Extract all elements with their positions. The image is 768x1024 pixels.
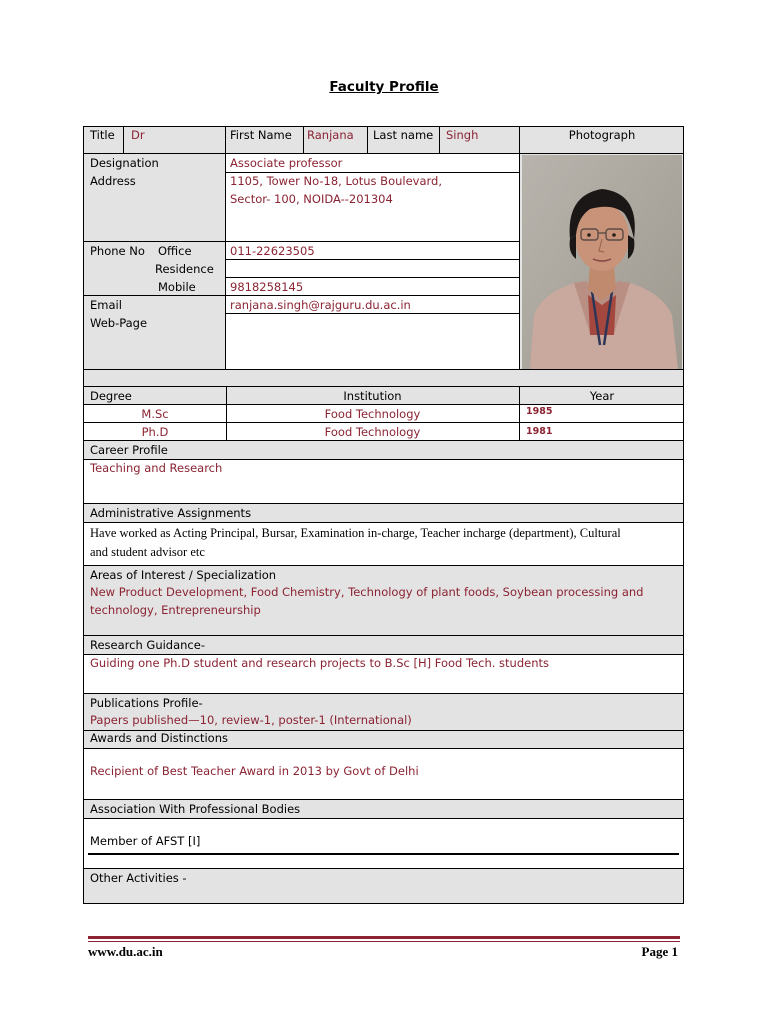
interest-label: Areas of Interest / Specialization — [90, 568, 277, 582]
research-value: Guiding one Ph.D student and research projects to B.Sc [H] Food Tech. students — [90, 656, 550, 670]
title-label: Title — [90, 128, 115, 142]
rule — [83, 903, 684, 904]
rule — [83, 522, 684, 523]
awards-value: Recipient of Best Teacher Award in 2013 by Govt of Delhi — [90, 764, 419, 778]
year-cell: 1981 — [526, 426, 553, 437]
footer-website[interactable]: www.du.ac.in — [88, 944, 163, 959]
address-line2: Sector- 100, NOIDA--201304 — [230, 192, 393, 206]
degree-cell: M.Sc — [141, 407, 169, 421]
rule — [303, 126, 304, 154]
year-cell: 1985 — [526, 406, 553, 417]
mobile-label: Mobile — [158, 280, 196, 294]
admin-label: Administrative Assignments — [90, 506, 252, 520]
rule — [367, 126, 368, 154]
year-header: Year — [589, 389, 615, 403]
footer-page-number: Page 1 — [641, 944, 678, 959]
email-value[interactable]: ranjana.singh@rajguru.du.ac.in — [230, 298, 411, 312]
institution-cell: Food Technology — [324, 425, 421, 439]
office-label: Office — [158, 244, 192, 258]
profile-photo — [522, 155, 682, 369]
publications-label: Publications Profile- — [90, 696, 203, 710]
admin-line2: and student advisor etc — [90, 545, 205, 559]
association-value: Member of AFST [I] — [90, 834, 201, 848]
phone-label: Phone No — [90, 244, 145, 258]
institution-cell: Food Technology — [324, 407, 421, 421]
rule — [225, 126, 226, 370]
spacer-row-bg — [84, 370, 683, 387]
career-header-bg — [84, 441, 683, 459]
interest-line2: technology, Entrepreneurship — [90, 603, 261, 617]
awards-label: Awards and Distinctions — [90, 731, 228, 745]
designation-label: Designation — [90, 156, 159, 170]
career-label: Career Profile — [90, 443, 168, 457]
office-value: 011-22623505 — [230, 244, 315, 258]
mobile-value: 9818258145 — [230, 280, 304, 294]
portrait-image — [522, 155, 682, 369]
last-name-label: Last name — [373, 128, 434, 142]
first-name-label: First Name — [230, 128, 292, 142]
title-value: Dr — [131, 128, 145, 142]
career-value: Teaching and Research — [90, 461, 223, 475]
interest-line1: New Product Development, Food Chemistry, Technology of plant foods, Soybean processing and — [90, 585, 644, 599]
footer-rule — [88, 936, 680, 939]
first-name-value: Ranjana — [307, 128, 354, 142]
degree-cell: Ph.D — [141, 425, 169, 439]
residence-label: Residence — [155, 262, 214, 276]
page-title: Faculty Profile — [329, 79, 439, 95]
rule — [83, 818, 684, 819]
footer-rule — [88, 941, 680, 942]
rule — [83, 369, 684, 370]
rule — [123, 126, 124, 154]
photograph-label: Photograph — [568, 128, 636, 142]
rule-thick — [88, 853, 679, 855]
association-label: Association With Professional Bodies — [90, 802, 301, 816]
last-name-value: Singh — [446, 128, 479, 142]
other-activities-label: Other Activities - — [90, 871, 187, 885]
address-line1: 1105, Tower No-18, Lotus Boulevard, — [230, 174, 442, 188]
research-label: Research Guidance- — [90, 638, 205, 652]
admin-line1: Have worked as Acting Principal, Bursar, Examination in-charge, Teacher incharge (department), Cultural — [90, 526, 621, 540]
rule — [83, 748, 684, 749]
address-label: Address — [90, 174, 136, 188]
rule — [83, 153, 684, 154]
degree-header: Degree — [90, 389, 132, 403]
webpage-label: Web-Page — [90, 316, 148, 330]
email-label: Email — [90, 298, 122, 312]
rule — [519, 126, 520, 370]
institution-header: Institution — [343, 389, 402, 403]
publications-value: Papers published—10, review-1, poster-1 (International) — [90, 713, 412, 727]
designation-value: Associate professor — [230, 156, 343, 170]
rule — [439, 126, 440, 154]
